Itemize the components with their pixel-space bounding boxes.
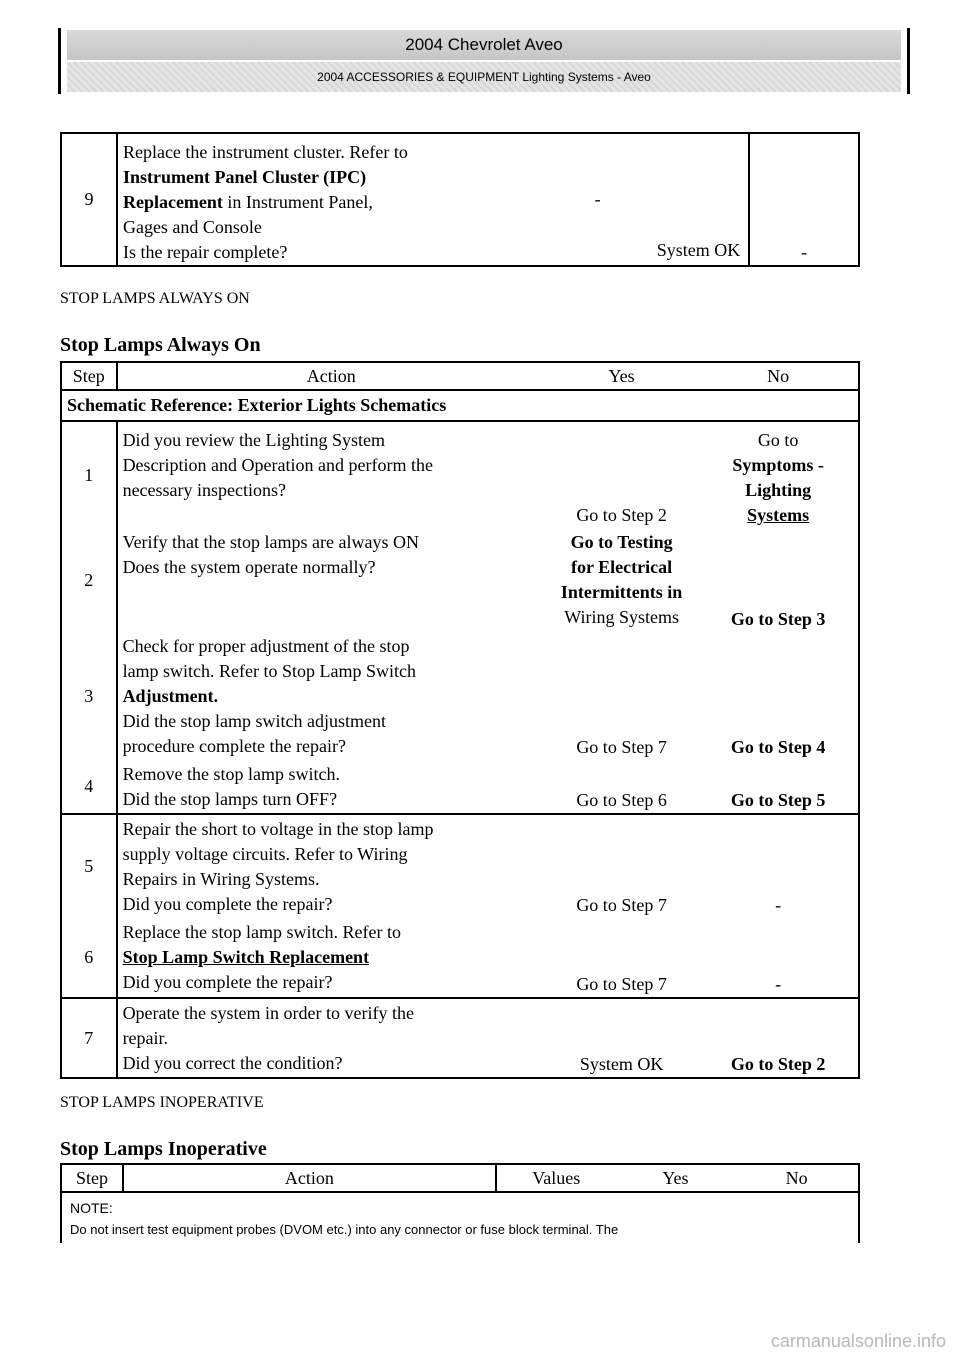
no-line: Go to bbox=[757, 430, 799, 450]
action-line: supply voltage circuits. Refer to Wiring bbox=[122, 844, 408, 864]
no-value: - bbox=[775, 974, 782, 994]
action-cell bbox=[117, 998, 545, 1078]
section-title: Stop Lamps Inoperative bbox=[60, 1138, 267, 1160]
document-title: 2004 Chevrolet Aveo bbox=[67, 30, 901, 60]
yes-cell bbox=[545, 814, 698, 918]
action-cell bbox=[117, 528, 545, 632]
stop-lamp-replacement-link[interactable]: Stop Lamp Switch Replacement bbox=[122, 947, 370, 967]
step-number: 9 bbox=[61, 133, 117, 266]
yes-value: Go to Step 7 bbox=[576, 737, 667, 757]
watermark: carmanualsonline.info bbox=[770, 1331, 946, 1351]
table-row bbox=[61, 814, 859, 918]
table-row bbox=[61, 421, 859, 528]
action-line: repair. bbox=[122, 1028, 169, 1048]
replacement-link[interactable]: Replacement bbox=[122, 192, 223, 212]
document-header bbox=[58, 28, 910, 94]
action-cell bbox=[117, 421, 545, 528]
col-values: Values bbox=[496, 1164, 616, 1192]
action-line: Replace the stop lamp switch. Refer to bbox=[122, 922, 401, 942]
values-yes-cell bbox=[505, 133, 750, 266]
no-cell bbox=[698, 998, 859, 1078]
no-cell bbox=[698, 814, 859, 918]
step-number: 6 bbox=[61, 918, 117, 998]
yes-cell bbox=[545, 998, 698, 1078]
step-number: 4 bbox=[61, 760, 117, 814]
table-row bbox=[61, 528, 859, 632]
action-line: Check for proper adjustment of the stop bbox=[122, 636, 410, 656]
action-line: procedure complete the repair? bbox=[122, 736, 346, 756]
schematic-reference-text: Schematic Reference: Exterior Lights Schematics bbox=[67, 395, 447, 415]
table-row bbox=[61, 760, 859, 814]
yes-value: Go to Step 7 bbox=[576, 895, 667, 915]
table-header-row bbox=[61, 362, 859, 390]
go-to-step-link[interactable]: Go to Step 4 bbox=[730, 737, 826, 757]
table-header-row bbox=[61, 1164, 859, 1192]
no-cell bbox=[749, 133, 859, 266]
action-cell bbox=[117, 918, 545, 998]
table-row bbox=[61, 133, 859, 266]
symptoms-link[interactable]: Systems bbox=[747, 505, 810, 525]
action-line-rest: in Instrument Panel, bbox=[222, 192, 373, 212]
testing-link[interactable]: Go to Testing bbox=[570, 532, 673, 552]
values-cell: - bbox=[594, 189, 601, 209]
col-yes: Yes bbox=[545, 362, 698, 390]
no-cell bbox=[698, 632, 859, 760]
action-line: Description and Operation and perform the bbox=[122, 455, 433, 475]
yes-cell bbox=[545, 528, 698, 632]
action-cell bbox=[117, 133, 505, 266]
action-line: Did the stop lamp switch adjustment bbox=[122, 711, 387, 731]
section-title: Stop Lamps Always On bbox=[60, 334, 261, 356]
yes-cell: System OK bbox=[656, 240, 741, 260]
table-row bbox=[61, 632, 859, 760]
yes-cell bbox=[545, 918, 698, 998]
yes-value: Go to Step 7 bbox=[576, 974, 667, 994]
testing-link[interactable]: Intermittents in bbox=[560, 582, 683, 602]
yes-cell bbox=[545, 632, 698, 760]
ipc-link[interactable]: Instrument Panel Cluster (IPC) bbox=[122, 167, 367, 187]
action-line: necessary inspections? bbox=[122, 480, 287, 500]
note-label: NOTE: bbox=[70, 1200, 113, 1216]
action-line: Verify that the stop lamps are always ON bbox=[122, 532, 419, 552]
table-row bbox=[61, 918, 859, 998]
table-row bbox=[61, 998, 859, 1078]
action-cell bbox=[117, 760, 545, 814]
go-to-step-link[interactable]: Go to Step 3 bbox=[730, 609, 826, 629]
action-line: Did the stop lamps turn OFF? bbox=[122, 789, 338, 809]
col-yes: Yes bbox=[616, 1164, 736, 1192]
step-number: 3 bbox=[61, 632, 117, 760]
action-line: Repairs in Wiring Systems. bbox=[122, 869, 320, 889]
action-line: Replace the instrument cluster. Refer to bbox=[122, 142, 408, 162]
col-action: Action bbox=[117, 362, 545, 390]
continued-table bbox=[60, 132, 860, 267]
note-cell bbox=[61, 1192, 859, 1243]
note-text: Do not insert test equipment probes (DVOM etc.) into any connector or fuse block terminal. The bbox=[70, 1222, 619, 1237]
no-cell bbox=[698, 760, 859, 814]
document-subtitle: 2004 ACCESSORIES & EQUIPMENT Lighting Systems - Aveo bbox=[67, 62, 901, 92]
col-step: Step bbox=[61, 362, 117, 390]
step-number: 2 bbox=[61, 528, 117, 632]
action-line: Does the system operate normally? bbox=[122, 557, 376, 577]
go-to-step-link[interactable]: Go to Step 5 bbox=[730, 790, 826, 810]
action-line: Did you review the Lighting System bbox=[122, 430, 386, 450]
col-no: No bbox=[698, 362, 859, 390]
action-line: Is the repair complete? bbox=[122, 242, 288, 262]
action-cell bbox=[117, 632, 545, 760]
no-cell bbox=[698, 421, 859, 528]
yes-value: Go to Step 6 bbox=[576, 790, 667, 810]
col-action: Action bbox=[123, 1164, 496, 1192]
action-line: Remove the stop lamp switch. bbox=[122, 764, 341, 784]
action-line: Operate the system in order to verify the bbox=[122, 1003, 414, 1023]
schematic-reference[interactable] bbox=[61, 390, 859, 421]
yes-value: Go to Step 2 bbox=[576, 505, 667, 525]
section-heading: STOP LAMPS INOPERATIVE bbox=[60, 1094, 264, 1111]
action-line: Gages and Console bbox=[122, 217, 262, 237]
yes-cell bbox=[545, 760, 698, 814]
note-row bbox=[61, 1192, 859, 1243]
schematic-row bbox=[61, 390, 859, 421]
action-line: lamp switch. Refer to Stop Lamp Switch bbox=[122, 661, 417, 681]
yes-line: Wiring Systems bbox=[564, 607, 679, 627]
yes-cell bbox=[545, 421, 698, 528]
stop-lamps-always-on-table bbox=[60, 361, 860, 1079]
no-cell bbox=[698, 528, 859, 632]
no-value: - bbox=[801, 242, 808, 262]
col-step: Step bbox=[61, 1164, 123, 1192]
no-cell bbox=[698, 918, 859, 998]
action-cell bbox=[117, 814, 545, 918]
action-line: Repair the short to voltage in the stop lamp bbox=[122, 819, 434, 839]
symptoms-link[interactable]: Lighting bbox=[745, 480, 812, 500]
action-line: Did you correct the condition? bbox=[122, 1053, 343, 1073]
go-to-step-link[interactable]: Go to Step 2 bbox=[730, 1054, 826, 1074]
step-number: 7 bbox=[61, 998, 117, 1078]
stop-lamps-inoperative-table bbox=[60, 1163, 860, 1243]
action-line: Did you complete the repair? bbox=[122, 894, 333, 914]
yes-value: System OK bbox=[579, 1054, 664, 1074]
stop-lamp-adjustment-link[interactable]: Adjustment. bbox=[122, 686, 219, 706]
symptoms-link[interactable]: Symptoms - bbox=[732, 455, 824, 475]
section-heading: STOP LAMPS ALWAYS ON bbox=[60, 290, 250, 307]
testing-link[interactable]: for Electrical bbox=[571, 557, 673, 577]
no-value: - bbox=[775, 895, 782, 915]
step-number: 1 bbox=[61, 421, 117, 528]
step-number: 5 bbox=[61, 814, 117, 918]
action-line: Did you complete the repair? bbox=[122, 972, 333, 992]
col-no: No bbox=[735, 1164, 859, 1192]
action-line bbox=[123, 190, 500, 215]
